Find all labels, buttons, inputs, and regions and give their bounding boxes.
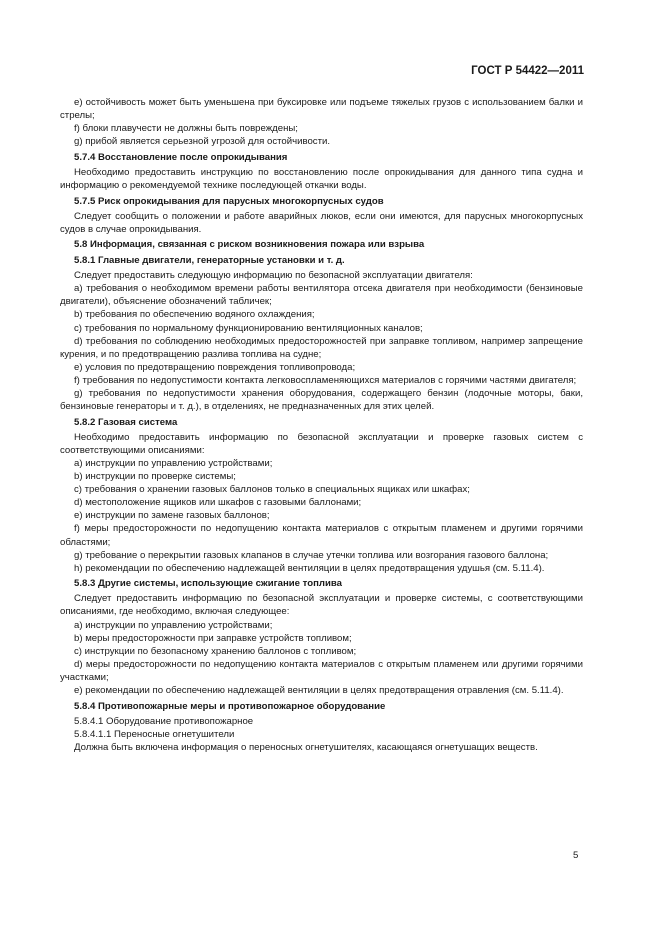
paragraph: e) условия по предотвращению повреждения топливопровода; (74, 361, 356, 373)
paragraph: a) требования о необходимом времени работы вентилятора отсека двигателя при необходимости (бензиновые двигатели), объяснение обозначений табличек; (60, 283, 583, 308)
paragraph: Следует предоставить следующую информацию по безопасной эксплуатации двигателя: (74, 270, 473, 282)
section-heading: 5.8 Информация, связанная с риском возникновения пожара или взрыва (74, 239, 425, 251)
paragraph: c) требования о хранении газовых баллонов только в специальных ящиках или шкафах; (74, 484, 470, 496)
paragraph: f) меры предосторожности по недопущению контакта материалов с открытым пламенем и другими горячими областями; (60, 523, 583, 548)
paragraph: a) инструкции по управлению устройствами; (74, 619, 273, 631)
page-number: 5 (573, 850, 579, 861)
paragraph: c) инструкции по безопасному хранению баллонов с топливом; (74, 645, 357, 657)
paragraph: Должна быть включена информация о переносных огнетушителях, касающаяся огнетушащих веществ. (74, 741, 538, 753)
paragraph: f) блоки плавучести не должны быть повреждены; (74, 123, 298, 135)
section-heading: 5.8.2 Газовая система (74, 416, 178, 428)
paragraph: e) инструкции по замене газовых баллонов; (74, 510, 270, 522)
paragraph: e) рекомендации по обеспечению надлежащей вентиляции в целях предотвращения отравления (см. 5.11.4). (74, 685, 564, 697)
paragraph: e) остойчивость может быть уменьшена при буксировке или подъеме тяжелых грузов с использованием балки и стрелы; (60, 97, 583, 122)
paragraph: g) прибой является серьезной угрозой для остойчивости. (74, 136, 330, 148)
paragraph: c) требования по нормальному функционированию вентиляционных каналов; (74, 322, 423, 334)
paragraph: 5.8.4.1.1 Переносные огнетушители (74, 728, 235, 740)
section-heading: 5.8.4 Противопожарные меры и противопожарное оборудование (74, 700, 386, 712)
section-heading: 5.7.5 Риск опрокидывания для парусных многокорпусных судов (74, 195, 384, 207)
paragraph: Необходимо предоставить инструкцию по восстановлению после опрокидывания для данного типа судна и информацию о рекомендуемой технике последующей откачки воды. (60, 166, 583, 192)
document-code-header: ГОСТ Р 54422—2011 (471, 65, 584, 77)
paragraph: 5.8.4.1 Оборудование противопожарное (74, 715, 254, 727)
paragraph: g) требование о перекрытии газовых клапанов в случае утечки топлива или возгорания газового баллона; (74, 549, 549, 561)
section-heading: 5.8.3 Другие системы, использующие сжигание топлива (74, 578, 342, 590)
paragraph: b) требования по обеспечению водяного охлаждения; (74, 309, 315, 321)
paragraph: b) инструкции по проверке системы; (74, 471, 236, 483)
document-body (60, 96, 583, 754)
section-heading: 5.8.1 Главные двигатели, генераторные установки и т. д. (74, 255, 345, 267)
paragraph: Следует предоставить информацию по безопасной эксплуатации и проверке системы, с соответствующими описаниями, где необходимо, включая следующее: (60, 593, 583, 618)
paragraph: h) рекомендации по обеспечению надлежащей вентиляции в целях предотвращения удушья (см. 5.11.4). (74, 562, 545, 574)
paragraph: b) меры предосторожности при заправке устройств топливом; (74, 632, 352, 644)
paragraph: d) местоположение ящиков или шкафов с газовыми баллонами; (74, 497, 362, 509)
paragraph: g) требования по недопустимости хранения оборудования, содержащего бензин (лодочные моторы, баки, бензиновые генераторы и т. д.), в отделениях, не предназначенных для этих целей. (60, 387, 583, 413)
paragraph: d) требования по соблюдению необходимых предосторожностей при заправке топливом, например запрещение курения, и по предотвращению разлива топлива на судне; (60, 335, 583, 360)
section-heading: 5.7.4 Восстановление после опрокидывания (74, 151, 288, 163)
paragraph: d) меры предосторожности по недопущению контакта материалов с открытым пламенем или другими горячими участками; (60, 658, 583, 683)
paragraph: f) требования по недопустимости контакта легковоспламеняющихся материалов с горячими частями двигателя; (74, 374, 577, 386)
paragraph: Необходимо предоставить информацию по безопасной эксплуатации и проверке газовых систем с соответствующими описаниями: (60, 431, 583, 456)
paragraph: Следует сообщить о положении и работе аварийных люков, если они имеются, для парусных многокорпусных судов в случае опрокидывания. (60, 210, 583, 235)
paragraph: a) инструкции по управлению устройствами; (74, 457, 273, 469)
